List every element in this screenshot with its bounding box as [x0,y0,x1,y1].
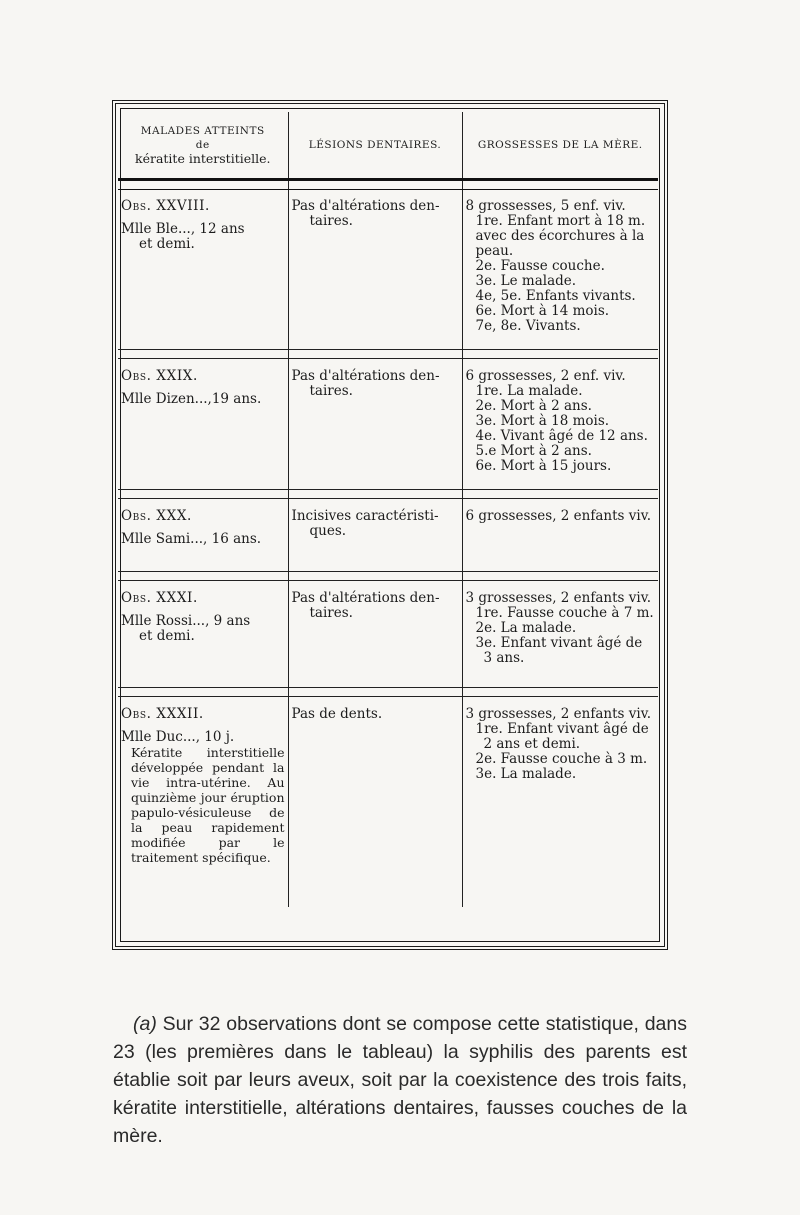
pregnancy-line: 2e. Mort à 2 ans. [475,398,592,414]
row-separator [118,180,658,190]
observation-number: Obs. XXVIII. [121,198,210,214]
pregnancy-line: 3e. Le malade. [475,273,577,289]
patient-line: Mlle Sami..., 16 ans. [121,531,262,547]
footnote-paragraph [113,1010,687,1150]
patient-cell [118,190,288,350]
row-separator [118,572,658,581]
header-patients-line: de [195,139,210,151]
row-separator [118,688,658,697]
pregnancy-line: 6 grossesses, 2 enfants viv. [465,508,652,524]
patient-line: et demi. [139,236,195,252]
lesions-cell [288,190,462,350]
lesions-line: Incisives caractéristi- [291,508,439,524]
pregnancy-line: 3e. Enfant vivant âgé de [475,635,643,651]
patient-line: Mlle Ble..., 12 ans [121,221,245,237]
table-row [118,581,658,688]
header-patients-line: MALADES ATTEINTS [140,125,265,137]
pregnancy-line: avec des écorchures à la [475,228,645,244]
table-row [118,190,658,350]
pregnancy-line: 3e. Mort à 18 mois. [475,413,610,429]
pregnancy-line: 1re. Enfant mort à 18 m. [475,213,646,229]
pregnancies-cell [462,359,658,490]
lesions-line: Pas d'altérations den- [291,590,440,606]
table-row [118,499,658,572]
pregnancy-line: 4e. Vivant âgé de 12 ans. [475,428,648,444]
lesions-line: Pas d'altérations den- [291,198,440,214]
observations-table [118,112,658,907]
pregnancies-cell [462,697,658,908]
lesions-line: Pas de dents. [291,706,383,722]
pregnancy-line: 7e, 8e. Vivants. [475,318,581,334]
pregnancy-line: 1re. Enfant vivant âgé de [475,721,649,737]
observation-number: Obs. XXX. [121,508,192,524]
pregnancy-line: 3 grossesses, 2 enfants viv. [465,706,652,722]
lesions-cell [288,499,462,572]
patient-cell [118,697,288,908]
pregnancy-line: 4e, 5e. Enfants vivants. [475,288,636,304]
lesions-line: taires. [309,213,353,229]
pregnancies-cell [462,499,658,572]
patient-line: Mlle Duc..., 10 j. [121,729,235,745]
pregnancy-line: 5.e Mort à 2 ans. [475,443,592,459]
pregnancy-line: peau. [475,243,514,259]
pregnancy-line: 3 ans. [483,650,525,666]
footnote-marker: (a) [133,1013,157,1035]
pregnancy-line: 1re. Fausse couche à 7 m. [475,605,654,621]
pregnancy-line: 1re. La malade. [475,383,583,399]
row-separator [118,350,658,359]
lesions-cell [288,359,462,490]
lesions-line: ques. [309,523,347,539]
pregnancies-cell [462,581,658,688]
table-row [118,359,658,490]
pregnancy-line: 8 grossesses, 5 enf. viv. [465,198,626,214]
pregnancy-line: 2e. Fausse couche à 3 m. [475,751,648,767]
pregnancy-line: 2e. Fausse couche. [475,258,605,274]
pregnancy-line: 6e. Mort à 15 jours. [475,458,612,474]
observation-number: Obs. XXXII. [121,706,204,722]
header-lesions: LÉSIONS DENTAIRES. [288,112,462,180]
pregnancy-line: 6e. Mort à 14 mois. [475,303,610,319]
patient-line: Mlle Rossi..., 9 ans [121,613,251,629]
patient-line: Mlle Dizen...,19 ans. [121,391,262,407]
table-row [118,697,658,908]
patient-description: Kératite interstitielle développée pendant la vie intra-utérine. Au quinzième jour éruption papulo-vésiculeuse de la peau rapidement modifiée par le traitement spécifique. [131,745,285,865]
pregnancy-line: 2 ans et demi. [483,736,581,752]
lesions-line: taires. [309,383,353,399]
lesions-line: Pas d'altérations den- [291,368,440,384]
lesions-cell [288,697,462,908]
lesions-line: taires. [309,605,353,621]
patient-line: et demi. [139,628,195,644]
pregnancy-line: 3 grossesses, 2 enfants viv. [465,590,652,606]
header-patients-line: kératite interstitielle. [135,151,271,166]
header-patients [118,112,288,180]
header-row [118,112,658,180]
observation-number: Obs. XXXI. [121,590,198,606]
patient-cell [118,499,288,572]
patient-cell [118,581,288,688]
pregnancy-line: 2e. La malade. [475,620,577,636]
pregnancies-cell [462,190,658,350]
row-separator [118,490,658,499]
pregnancy-line: 3e. La malade. [475,766,577,782]
observation-number: Obs. XXIX. [121,368,198,384]
header-pregnancies: GROSSESSES DE LA MÈRE. [477,138,643,151]
footnote-text: Sur 32 observations dont se compose cette statistique, dans 23 (les premières dans le tableau) la syphilis des parents est établie soit par leurs aveux, soit par la coexistence des trois faits, kératite interstitielle, altérations dentaires, fausses couches de la mère. [113,1013,687,1147]
footnote [113,1010,687,1150]
patient-cell [118,359,288,490]
lesions-cell [288,581,462,688]
pregnancy-line: 6 grossesses, 2 enf. viv. [465,368,626,384]
